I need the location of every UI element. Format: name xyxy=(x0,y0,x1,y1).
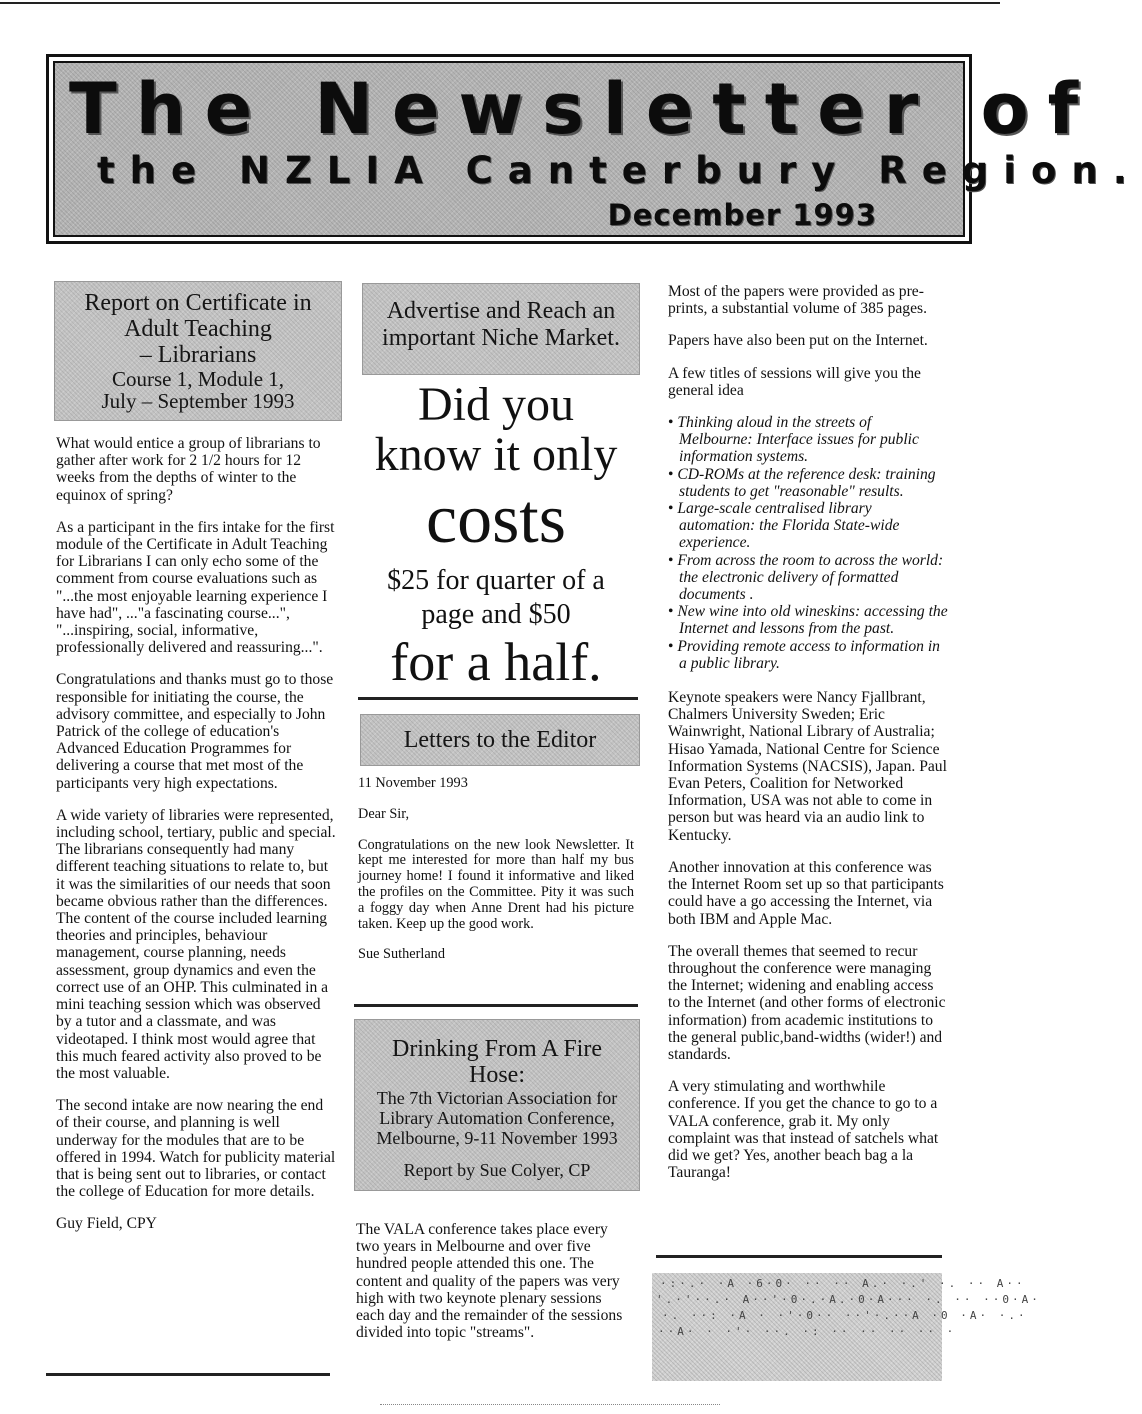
letter-date: 11 November 1993 xyxy=(358,775,468,791)
scanned-noise-graphic: ·:·.· ·A ·6·0· ·· ·· A.· ·.' ·. ·· A·· '.·'··.· A··'·0·.·A.·0·A··· ·. ·· ··0·A· ·. ··: ·A · ·'·0·· ··'·.··A ·0 ·A· ·.· ··A· · ·'· ··. ·: ·· ·· ·· ·· · xyxy=(652,1273,942,1381)
report-heading-line: Report on Certificate in xyxy=(84,290,312,316)
session-title: New wine into old wineskins: accessing the Internet and lessons from the past. xyxy=(677,603,948,638)
vala-heading-title: Hose: xyxy=(469,1062,525,1088)
vala-heading-subtitle: The 7th Victorian Association for xyxy=(376,1088,618,1108)
vala-heading-subtitle: Library Automation Conference, xyxy=(379,1108,615,1128)
report-paragraph: Congratulations and thanks must go to those responsible for initiating the course, the advisory committee, and especially to John Patrick of the college of education's Advanced Education Programmes for delivering a course that met most of the participants very high expectations. xyxy=(56,671,334,792)
report-paragraph: The second intake are now nearing the end of their course, and planning is well underway for the modules that are to be offered in 1994. Watch for publicity material that is being sent out to libraries, or contact the college of Education for more details. xyxy=(56,1097,336,1201)
vala-article-continued xyxy=(668,283,948,1196)
report-article xyxy=(56,435,338,1248)
footer-scan-marks xyxy=(380,1404,720,1407)
vala-byline: Report by Sue Colyer, CP xyxy=(403,1160,591,1180)
column-rule xyxy=(358,697,638,700)
vala-paragraph: A very stimulating and worthwhile conference. If you get the chance to go to a VALA conference, grab it. My only complaint was that instead of satchels what did we get? Yes, another beach bag a la Tauranga! xyxy=(668,1078,939,1182)
session-title: Thinking aloud in the streets of Melbourne: Interface issues for public information systems. xyxy=(677,414,919,466)
list-item: • From across the room to across the world: the electronic delivery of formatted documents . xyxy=(668,551,944,604)
letters-heading: Letters to the Editor xyxy=(403,727,597,753)
vala-paragraph: Another innovation at this conference was the Internet Room set up so that participants could have a go accessing the Internet, via both IBM and Apple Mac. xyxy=(668,858,944,928)
vala-heading-box xyxy=(354,1019,640,1191)
masthead xyxy=(46,54,1142,244)
report-heading-box xyxy=(54,281,342,421)
session-title: Large-scale centralised library automation: the Florida State-wide experience. xyxy=(677,500,900,552)
report-paragraph: A wide variety of libraries were represented, including school, tertiary, public and special. The librarians consequently had many different teaching situations to relate to, but it was the similarities of our needs that soon became obvious rather than the differences. xyxy=(56,806,336,910)
letter-to-editor xyxy=(358,776,634,978)
masthead-title: The Newsletter of xyxy=(69,68,1098,150)
masthead-subtitle: the NZLIA Canterbury Region. xyxy=(97,149,1142,192)
vala-paragraph: Most of the papers were provided as pre-prints, a substantial volume of 385 pages. xyxy=(668,283,927,318)
report-heading-line: Course 1, Module 1, xyxy=(111,367,285,391)
list-item: • New wine into old wineskins: accessing the Internet and lessons from the past. xyxy=(668,603,948,638)
report-heading-line: Adult Teaching xyxy=(124,316,272,342)
ad-line: for a half. xyxy=(390,632,602,692)
top-border-line xyxy=(0,2,1000,4)
report-heading-line: – Librarians xyxy=(139,342,257,368)
report-paragraph: The content of the course included learning theories and principles, behaviour management, course planning, needs assessment, group dynamics and even the correct use of an OHP. This culminated in a mini teaching session which was observed by a tutor and a classmate, and was videotaped. I think most would agree that this much feared activity also proved to be the most valuable. xyxy=(56,910,329,1082)
masthead-date: December 1993 xyxy=(607,198,877,232)
ad-line: Did you xyxy=(418,378,574,431)
advertising-rates-ad xyxy=(346,380,646,692)
vala-paragraph: Papers have also been put on the Internet. xyxy=(668,332,928,350)
ad-line: $25 for quarter of a xyxy=(387,565,605,596)
session-title: CD-ROMs at the reference desk: training students to get "reasonable" results. xyxy=(677,465,936,500)
vala-paragraph: Keynote speakers were Nancy Fjallbrant, Chalmers University Sweden; Eric Wainwright, National Library of Australia; Hisao Yamada, National Centre for Science Information Systems (NACSIS), Japan. Paul Evan Peters, Coalition for Networked Information, USA was not able to come in person but was heard via an audio link to Kentucky. xyxy=(668,689,947,844)
session-title: Providing remote access to information in a public library. xyxy=(677,637,940,672)
ad-line: page and $50 xyxy=(421,599,571,630)
vala-paragraph: The overall themes that seemed to recur throughout the conference were managing the Internet; widening and enabling access to the Internet (and other forms of electronic information) from academic institutions to the general public,band-widths (wider!) and standards. xyxy=(668,942,946,1063)
advertise-heading-box xyxy=(362,283,640,375)
column-rule xyxy=(354,1004,638,1007)
list-item: • Providing remote access to information in a public library. xyxy=(668,637,940,672)
ad-line: know it only xyxy=(374,428,618,481)
column-rule xyxy=(46,1373,330,1376)
advertise-heading-line: important Niche Market. xyxy=(382,325,620,351)
column-rule xyxy=(656,1255,942,1258)
advertise-heading-line: Advertise and Reach an xyxy=(386,298,616,324)
vala-paragraph: A few titles of sessions will give you the general idea xyxy=(668,364,921,399)
report-paragraph: What would entice a group of librarians to gather after work for 2 1/2 hours for 12 weeks from the depths of winter to the equinox of spring? xyxy=(56,435,321,504)
letters-heading-box xyxy=(360,714,640,766)
list-item: • CD-ROMs at the reference desk: training students to get "reasonable" results. xyxy=(668,465,936,500)
report-heading-line: July – September 1993 xyxy=(101,389,295,413)
vala-heading-subtitle: Melbourne, 9-11 November 1993 xyxy=(376,1128,618,1148)
vala-paragraph: The VALA conference takes place every two years in Melbourne and over five hundred people attended this one. The content and quality of the papers was very high with two keynote plenary sessions each day and the remainder of the sessions divided into topic "streams". xyxy=(356,1221,623,1342)
ad-line: costs xyxy=(426,481,566,558)
letter-body: Congratulations on the new look Newsletter. It kept me interested for more than half my bus journey home! I found it informative and liked the profiles on the Committee. Pity it was such a foggy day when Anne Drent had his picture taken. Keep up the good work. xyxy=(358,836,634,932)
report-paragraph: As a participant in the firs intake for the first module of the Certificate in Adult Teaching for Librarians I can only echo some of the comment from course evaluations such as "...the most enjoyable learning experience I have had", ..."a fascinating course...", "...inspiring, social, informative, professionally delivered and reassuring...". xyxy=(56,518,335,657)
letter-signature: Sue Sutherland xyxy=(358,946,445,963)
vala-article-start xyxy=(356,1221,632,1356)
list-item: • Large-scale centralised library automation: the Florida State-wide experience. xyxy=(668,500,900,552)
session-titles-list xyxy=(668,414,948,672)
masthead-panel xyxy=(53,61,1142,237)
letter-salutation: Dear Sir, xyxy=(358,805,410,822)
list-item: • Thinking aloud in the streets of Melbourne: Interface issues for public information systems. xyxy=(668,414,919,466)
vala-heading-title: Drinking From A Fire xyxy=(391,1036,602,1062)
report-author: Guy Field, CPY xyxy=(56,1215,157,1233)
session-title: From across the room to across the world: the electronic delivery of formatted documents . xyxy=(677,551,944,604)
